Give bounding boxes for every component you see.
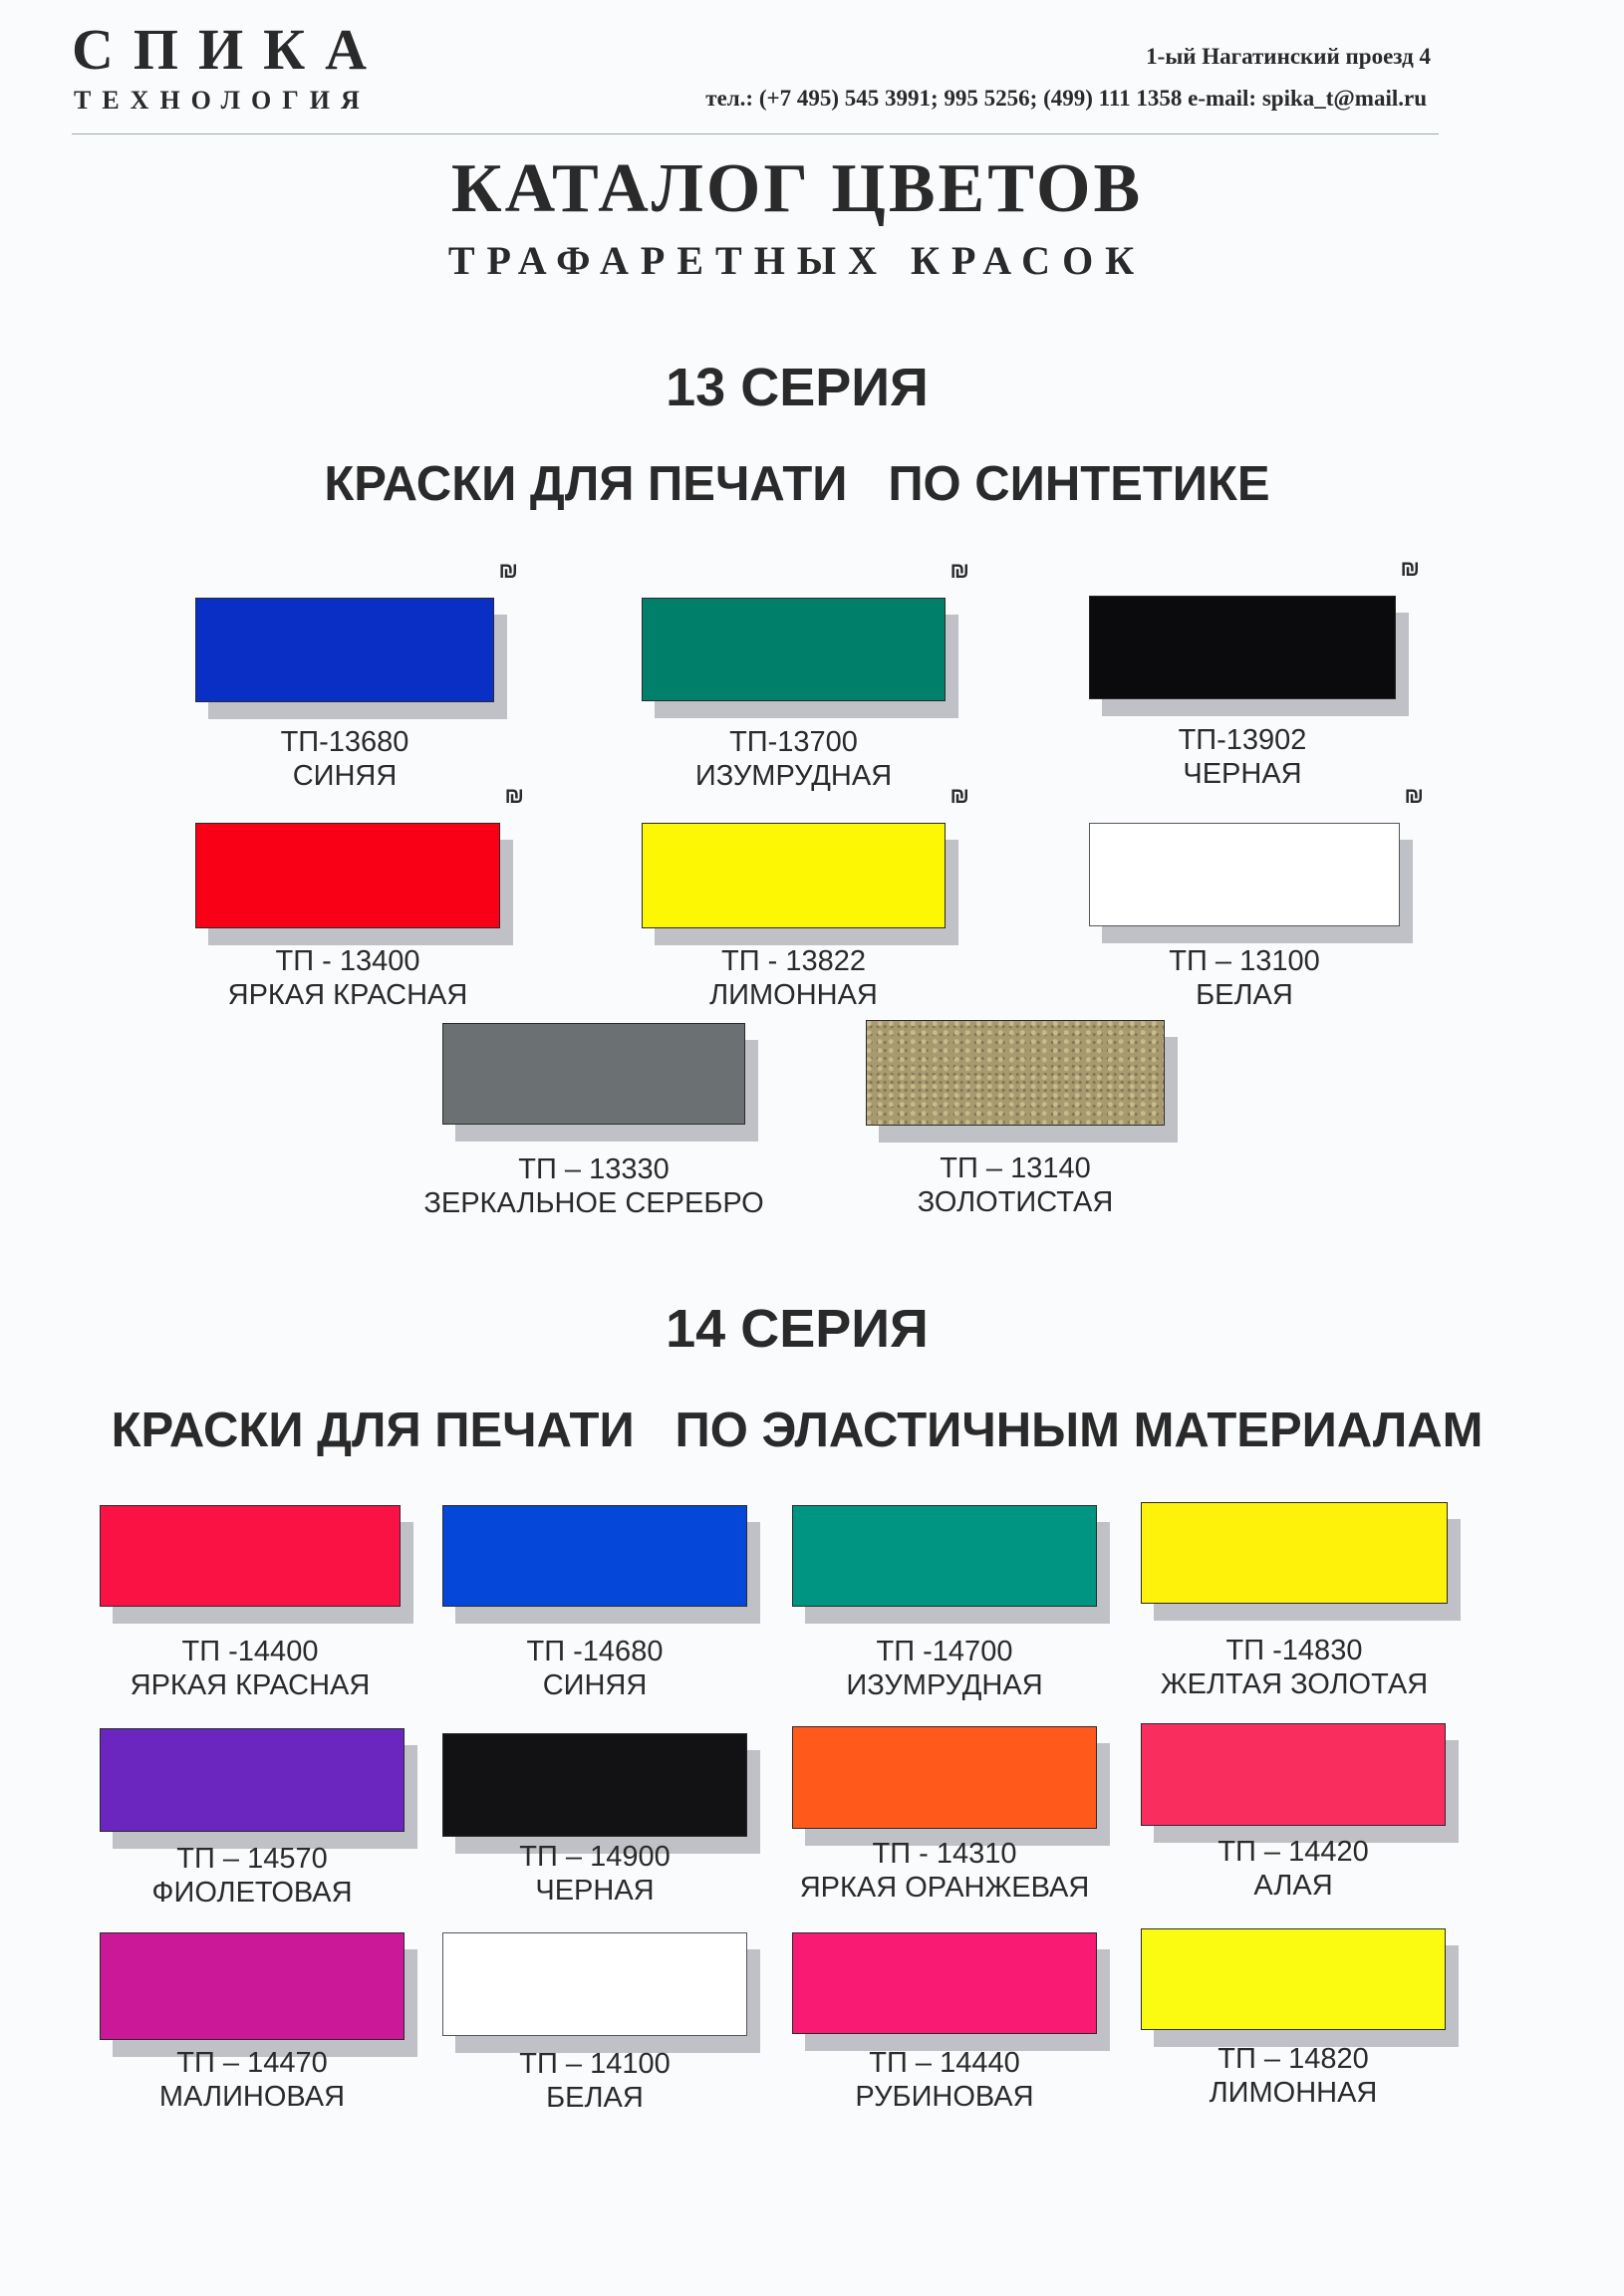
company-subtitle: ТЕХНОЛОГИЯ [74, 86, 371, 115]
color-swatch [1141, 1502, 1448, 1604]
catalog-subtitle: ТРАФАРЕТНЫХ КРАСОК [447, 238, 1147, 283]
header-divider [72, 133, 1439, 134]
color-name: ФИОЛЕТОВАЯ [151, 1877, 353, 1909]
swatch-card [423, 1023, 764, 1219]
color-code: ТП - 14310 [872, 1838, 1017, 1870]
color-name: БЕЛАЯ [1196, 979, 1293, 1011]
swatch-label [562, 944, 1025, 1012]
trademark-icon: ₪ [1404, 783, 1424, 808]
company-name: СПИКА [72, 17, 388, 82]
color-name: АЛАЯ [1253, 1870, 1333, 1902]
color-code: ТП – 14570 [176, 1843, 328, 1875]
color-code: ТП – 14820 [1218, 2043, 1369, 2075]
swatch-label [1061, 2042, 1525, 2110]
color-code: ТП-13680 [280, 726, 409, 758]
color-code: ТП -14700 [876, 1636, 1013, 1667]
swatch-label [786, 1151, 1244, 1219]
color-swatch [1089, 596, 1396, 699]
color-name: БЕЛАЯ [546, 2082, 644, 2114]
series-13-description: КРАСКИ ДЛЯ ПЕЧАТИ ПО СИНТЕТИКЕ [324, 457, 1270, 511]
swatch-label [1061, 1835, 1525, 1903]
series-14-description: КРАСКИ ДЛЯ ПЕЧАТИ ПО ЭЛАСТИЧНЫМ МАТЕРИАЛАМ [111, 1403, 1484, 1457]
color-code: ТП - 13822 [721, 945, 866, 977]
series-14-title: 14 СЕРИЯ [666, 1299, 929, 1359]
series-13-title: 13 СЕРИЯ [666, 358, 929, 417]
swatch-card [100, 1505, 401, 1701]
color-name: ЧЕРНАЯ [535, 1875, 655, 1907]
swatch-label [1009, 723, 1476, 791]
swatch-card [642, 783, 969, 1011]
color-name: ЧЕРНАЯ [1183, 758, 1302, 790]
color-swatch [442, 1023, 745, 1125]
color-name: ЗОЛОТИСТАЯ [917, 1186, 1114, 1218]
color-name: ИЗУМРУДНАЯ [694, 760, 893, 792]
color-swatch [792, 1932, 1097, 2034]
color-swatch [442, 1932, 747, 2036]
color-name: МАЛИНОВАЯ [158, 2081, 346, 2113]
trademark-icon: ₪ [498, 558, 518, 583]
swatch-card [1089, 556, 1420, 790]
swatch-card [442, 1733, 747, 1907]
color-name: ЖЕЛТАЯ ЗОЛОТАЯ [1160, 1668, 1429, 1700]
swatch-card [1141, 1928, 1446, 2109]
color-code: ТП - 13400 [275, 945, 420, 977]
color-name: ЯРКАЯ КРАСНАЯ [130, 1669, 371, 1701]
color-code: ТП -14400 [181, 1636, 319, 1667]
color-swatch [866, 1020, 1165, 1126]
swatch-card [195, 783, 524, 1011]
color-swatch [642, 823, 946, 928]
color-swatch [442, 1505, 747, 1607]
swatch-card [866, 1020, 1165, 1218]
color-code: ТП – 13140 [940, 1152, 1091, 1184]
color-name: ИЗУМРУДНАЯ [846, 1669, 1043, 1701]
company-contacts: тел.: (+7 495) 545 3991; 995 5256; (499) 111 1358 e-mail: spika_t@mail.ru [705, 86, 1427, 111]
swatch-label [363, 1152, 825, 1220]
company-address: 1-ый Нагатинский проезд 4 [1146, 44, 1431, 69]
swatch-card [100, 1728, 405, 1909]
color-swatch [100, 1932, 405, 2040]
color-swatch [642, 598, 946, 701]
swatch-card [642, 558, 969, 792]
swatch-card [100, 1932, 405, 2113]
color-code: ТП-13700 [729, 726, 858, 758]
catalog-title: КАТАЛОГ ЦВЕТОВ [450, 150, 1144, 227]
color-code: ТП-13902 [1178, 724, 1307, 756]
color-swatch [100, 1728, 405, 1832]
trademark-icon: ₪ [1400, 556, 1420, 581]
color-code: ТП – 14100 [519, 2048, 671, 2080]
swatch-card [442, 1932, 747, 2114]
color-code: ТП – 14900 [519, 1841, 671, 1873]
color-code: ТП – 13330 [518, 1153, 670, 1185]
trademark-icon: ₪ [949, 783, 969, 808]
color-code: ТП -14680 [526, 1636, 664, 1667]
swatch-card [792, 1505, 1097, 1701]
color-name: СИНЯЯ [292, 760, 398, 792]
color-swatch [195, 823, 500, 928]
swatch-card [1089, 783, 1424, 1011]
color-code: ТП – 14420 [1218, 1836, 1369, 1868]
swatch-card [442, 1505, 747, 1701]
color-code: ТП – 13100 [1169, 945, 1320, 977]
swatch-card [1141, 1502, 1448, 1700]
swatch-label [1009, 944, 1480, 1012]
color-code: ТП -14830 [1225, 1635, 1363, 1666]
swatch-card [1141, 1723, 1446, 1902]
color-name: ЛИМОННАЯ [709, 979, 878, 1011]
trademark-icon: ₪ [504, 783, 524, 808]
color-swatch [1141, 1723, 1446, 1826]
swatch-label [1061, 1634, 1527, 1701]
color-name: ЗЕРКАЛЬНОЕ СЕРЕБРО [423, 1187, 764, 1219]
color-swatch [100, 1505, 401, 1607]
color-name: ЯРКАЯ КРАСНАЯ [227, 979, 468, 1011]
swatch-card [195, 558, 518, 792]
color-swatch [442, 1733, 747, 1837]
color-swatch [792, 1726, 1097, 1829]
color-swatch [1089, 823, 1400, 926]
color-swatch [792, 1505, 1097, 1607]
color-name: РУБИНОВАЯ [855, 2081, 1034, 2113]
swatch-label [116, 944, 580, 1012]
color-swatch [1141, 1928, 1446, 2030]
color-code: ТП – 14440 [869, 2047, 1020, 2079]
swatch-card [792, 1726, 1097, 1904]
swatch-card [792, 1932, 1097, 2113]
color-name: СИНЯЯ [542, 1669, 648, 1701]
color-code: ТП – 14470 [176, 2047, 328, 2079]
color-name: ЛИМОННАЯ [1209, 2077, 1378, 2109]
color-name: ЯРКАЯ ОРАНЖЕВАЯ [799, 1872, 1090, 1904]
color-swatch [195, 598, 494, 702]
trademark-icon: ₪ [949, 558, 969, 583]
